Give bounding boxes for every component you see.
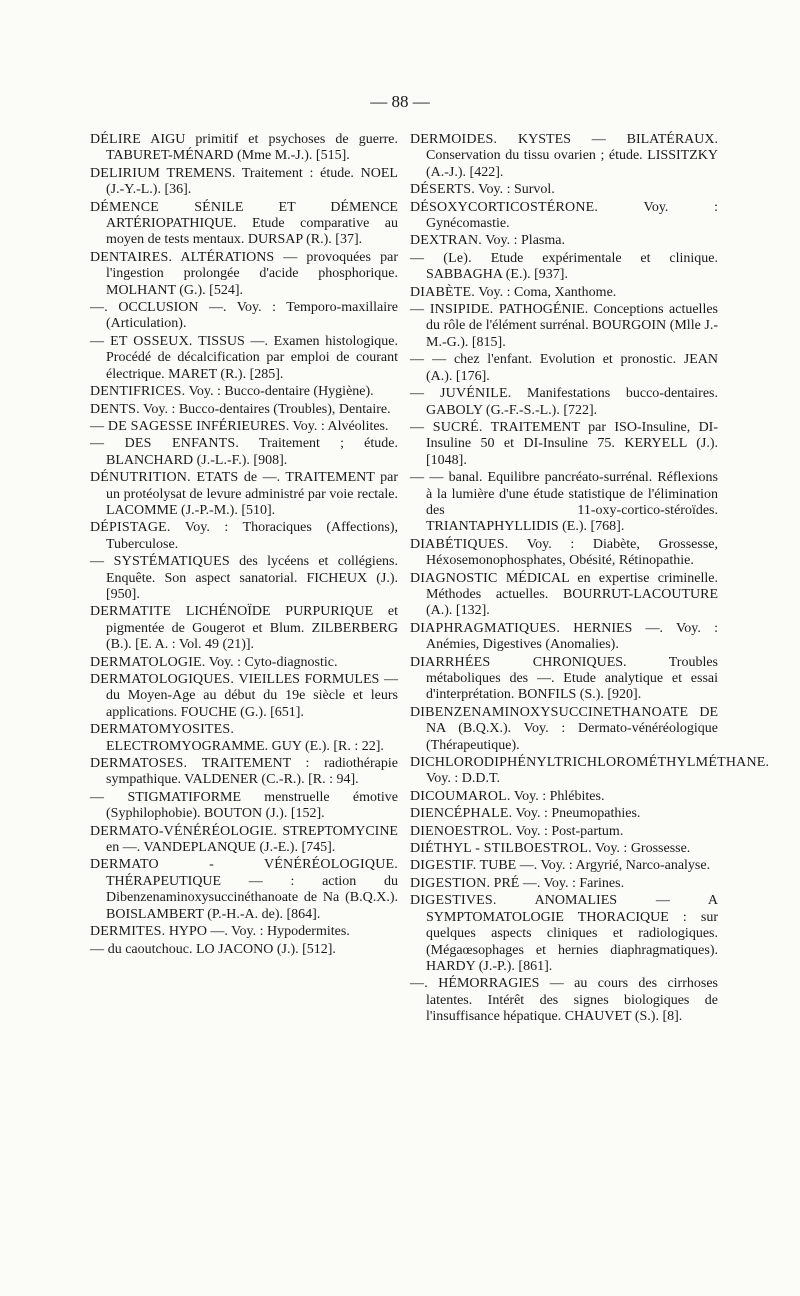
entry-heading: DIARRHÉES — [410, 654, 491, 670]
entry-heading: DICOUMAROL. — [410, 788, 511, 804]
index-entry — [410, 420, 718, 469]
index-entry — [90, 722, 398, 755]
entry-heading: DIGESTIVES. — [410, 893, 497, 909]
entry-text: PATHOGÉNIE. Conceptions actuelles du rôle de l'élément surrénal. BOURGOIN (Mlle J.-M.-G.). [815]. — [426, 302, 718, 350]
entry-heading: DERMATOMYOSITES. — [90, 722, 235, 738]
entry-text: STIGMATIFORME menstruelle émotive (Syphilophobie). BOUTON (J.). [152]. — [104, 789, 398, 822]
index-entry — [90, 470, 398, 519]
index-entry — [410, 858, 718, 874]
entry-text: VIEILLES FORMULES — du Moyen-Age au début du 19e siècle et leurs applications. FOUCHE (G.). [651]. — [106, 672, 398, 720]
entry-heading: — JUVÉNILE. — [410, 386, 512, 402]
index-entry — [90, 384, 398, 400]
entry-text: Voy. : Cyto-diagnostic. — [205, 654, 338, 670]
entry-heading: — DES ENFANTS. — [90, 436, 240, 452]
entry-text: DE NA (B.Q.X.). Voy. : Dermato-vénéréologique (Thérapeutique). — [426, 704, 718, 753]
entry-heading: DIENOESTROL. — [410, 823, 513, 839]
entry-text: INFÉRIEURES. Voy. : Alvéolites. — [192, 418, 389, 434]
index-entry — [410, 824, 718, 840]
entry-text: TISSUS —. Examen histologique. Procédé de décalcification par emploi de courant électrique. MARET (R.). [285]. — [106, 333, 398, 382]
entry-text: Voy. : Grossesse. — [591, 841, 691, 857]
entry-text: chez l'enfant. Evolution et pronostic. JEAN (A.). [176]. — [426, 352, 718, 384]
entry-heading: —. — [410, 976, 428, 992]
entry-text: HYPO —. Voy. : Hypodermites. — [165, 924, 350, 940]
index-entry — [90, 419, 398, 435]
index-entry — [410, 285, 718, 301]
entry-text: Voy. : Bucco-dentaires (Troubles), Dentaire. — [139, 401, 391, 417]
index-entry — [90, 250, 398, 299]
entry-heading: — — [90, 941, 105, 957]
entry-text: Voy. : Bucco-dentaire (Hygiène). — [185, 384, 374, 400]
entry-text: LICHÉNOÏDE PURPURIQUE et pigmentée de Gougerot et Blum. ZILBERBERG (B.). [E. A. : Vol. 49 (21)]. — [106, 604, 398, 653]
entry-heading: DIÉTHYL - STILBOESTROL. — [410, 841, 592, 857]
index-entry — [90, 790, 398, 823]
entry-heading: DERMATOLOGIQUES. — [90, 672, 235, 687]
index-entry — [90, 857, 398, 923]
entry-heading: DIABÈTE. — [410, 284, 475, 300]
index-entry — [410, 386, 718, 419]
entry-text: PRÉ —. Voy. : Farines. — [490, 875, 625, 891]
entry-heading: — ET OSSEUX. — [90, 333, 193, 349]
entry-heading: DÉLIRE — [90, 132, 141, 147]
entry-heading: — — — [410, 352, 447, 368]
entry-heading: DICHLORODIPHÉNYLTRICHLOROMÉTHYLMÉTHANE. — [410, 755, 770, 771]
index-entry — [90, 132, 398, 165]
index-entry — [410, 233, 718, 249]
index-entry — [90, 924, 398, 940]
index-entry — [410, 251, 718, 284]
entry-heading: DELIRIUM — [90, 165, 161, 181]
entry-text: ELECTROMYOGRAMME. GUY (E.). [R. : 22]. — [106, 738, 384, 754]
entry-heading: DERMATO-VÉNÉRÉOLOGIE. — [90, 823, 278, 839]
entry-text: TRAITEMENT : radiothérapie sympathique. VALDENER (C.-R.). [R. : 94]. — [106, 756, 398, 788]
entry-text: ET DÉMENCE ARTÉRIOPATHIQUE. Etude comparative au moyen de tests mentaux. DURSAP (R.). [37]. — [106, 199, 398, 248]
entry-text: MÉDICAL en expertise criminelle. Méthodes actuelles. BOURRUT-LACOUTURE (A.). [132]. — [426, 570, 718, 619]
entry-text: du caoutchouc. LO JACONO (J.). [512]. — [104, 941, 336, 957]
entry-heading: — (Le). — [410, 250, 472, 266]
entry-heading: DERMATITE — [90, 604, 172, 620]
entry-heading: — DE SAGESSE — [90, 418, 193, 434]
index-entry — [90, 520, 398, 553]
index-entry — [90, 300, 398, 333]
entry-heading: DENTS. — [90, 401, 140, 417]
index-entry — [90, 402, 398, 418]
entry-heading: DIAGNOSTIC — [410, 570, 498, 586]
entry-heading: DERMATOSES. — [90, 756, 188, 772]
entry-text: ALTÉRATIONS — provoquées par l'ingestion prolongée d'acide phosphorique. MOLHANT (G.). [524]. — [106, 249, 398, 298]
entry-heading: DÉSOXYCORTICOSTÉRONE. — [410, 199, 599, 215]
index-entry — [90, 655, 398, 671]
entry-heading: DIBENZENAMINOXYSUCCINETHANOATE — [410, 704, 689, 720]
index-entry — [90, 554, 398, 603]
index-column-right — [410, 132, 770, 1027]
entry-heading: DÉPISTAGE. — [90, 520, 171, 536]
entry-text: Voy. : D.D.T. — [426, 771, 501, 787]
index-entry — [410, 841, 718, 857]
entry-text: Voy. : Post-partum. — [512, 823, 624, 839]
entry-text: Voy. : Phlébites. — [510, 788, 605, 804]
entry-text: Etude expérimentale et clinique. SABBAGHA (E.). [937]. — [426, 250, 718, 283]
index-entry — [410, 470, 718, 536]
entry-heading: DEXTRAN. — [410, 233, 482, 249]
entry-heading: DÉMENCE SÉNILE — [90, 199, 244, 215]
index-column-left — [90, 132, 398, 959]
index-entry — [410, 893, 718, 975]
entry-heading: DERMATO - VÉNÉRÉOLOGIQUE. — [90, 857, 398, 873]
entry-text: des lycéens et collégiens. Enquête. Son aspect sanatorial. FICHEUX (J.). [950]. — [106, 554, 398, 602]
index-entry — [410, 537, 718, 570]
entry-heading: — SYSTÉMATIQUES — [90, 554, 230, 570]
entry-heading: DIGESTIF. — [410, 858, 477, 874]
index-entry — [410, 302, 718, 351]
index-entry — [90, 756, 398, 789]
entry-heading: — — [90, 789, 105, 805]
index-entry — [410, 806, 718, 822]
entry-text: HERNIES —. Voy. : Anémies, Digestives (Anomalies). — [426, 620, 718, 653]
entry-text: HÉMORRAGIES — au cours des cirrhoses latentes. Intérêt des signes biologiques de l'insuffisance hépatique. CHAUVET (S.). [8]. — [426, 976, 718, 1025]
entry-heading: DÉSERTS. — [410, 182, 475, 198]
entry-text: Voy. : Pneumopathies. — [512, 806, 641, 822]
entry-text: TUBE —. Voy. : Argyrié, Narco-analyse. — [476, 858, 711, 874]
index-entry — [410, 755, 770, 788]
index-entry — [410, 182, 718, 198]
entry-heading: — SUCRÉ. — [410, 419, 483, 435]
index-entry — [410, 132, 718, 181]
entry-text: ANOMALIES — A SYMPTOMATOLOGIE THORACIQUE : sur quelques aspects cliniques et radiologiques. (Mégaœsophages et hernies diaphragmatiques). HARDY (J.-P.). [861]. — [426, 893, 718, 974]
index-entry — [410, 200, 718, 233]
entry-heading: — — — [410, 470, 444, 486]
entry-heading: DENTIFRICES. — [90, 384, 186, 400]
entry-text: Voy. : Diabète, Grossesse, Héxosemonophosphates, Obésité, Rétinopathie. — [426, 536, 718, 569]
entry-text: KYSTES — BILATÉRAUX. Conservation du tissu ovarien ; étude. LISSITZKY (A.-J.). [422]. — [426, 132, 718, 180]
index-entry — [90, 942, 398, 958]
entry-text: banal. Equilibre pancréato-surrénal. Réflexions à la lumière d'une étude statistique de l'élimination des 11-oxy-cortico-stéroïdes. TRIANTAPHYLLIDIS (E.). [768]. — [426, 470, 718, 535]
entry-text: Manifestations bucco-dentaires. GABOLY (G.-F.-S.-L.). [722]. — [426, 386, 718, 418]
entry-text: Voy. : Coma, Xanthome. — [474, 284, 617, 300]
entry-text: de —. TRAITEMENT par un protéolysat de levure administré par voie rectale. LACOMME (J.-P.-M.). [510]. — [106, 470, 398, 518]
entry-heading: DERMOIDES. — [410, 132, 498, 147]
entry-text: Voy. : Plasma. — [481, 233, 565, 249]
entry-heading: — INSIPIDE. — [410, 302, 494, 318]
entry-text: CHRONIQUES. Troubles métaboliques des —. Etude analytique et essai d'interprétation. BONFILS (S.). [920]. — [426, 654, 718, 703]
index-entry — [90, 166, 398, 199]
index-entry — [90, 672, 398, 721]
entry-text: OCCLUSION —. Voy. : Temporo-maxillaire (Articulation). — [106, 300, 398, 332]
index-entry — [410, 571, 718, 620]
entry-heading: DERMITES. — [90, 924, 166, 940]
index-entry — [90, 436, 398, 469]
entry-text: THÉRAPEUTIQUE — : action du Dibenzenaminoxysuccinéthanoate de Na (B.Q.X.). BOISLAMBERT (P.-H.-A. de). [864]. — [106, 873, 398, 922]
index-entry — [90, 334, 398, 383]
entry-text: TRAITEMENT par ISO-Insuline, DI-Insuline 50 et DI-Insuline 75. KERYELL (J.). [1048]. — [426, 419, 718, 468]
entry-heading: DIGESTION. — [410, 875, 491, 891]
entry-heading: DÉNUTRITION. ETATS — [90, 470, 239, 486]
entry-text: Voy. : Gynécomastie. — [426, 199, 718, 232]
entry-heading: DIENCÉPHALE. — [410, 806, 513, 822]
entry-heading: DIABÉTIQUES. — [410, 536, 509, 552]
page-number: — 88 — — [370, 92, 430, 111]
index-entry — [90, 200, 398, 249]
entry-text: Voy. : Thoraciques (Affections), Tuberculose. — [106, 520, 398, 552]
entry-text: Voy. : Survol. — [474, 182, 555, 198]
entry-heading: DENTAIRES. — [90, 249, 173, 265]
entry-text: Traitement ; étude. BLANCHARD (J.-L.-F.). [908]. — [106, 436, 398, 468]
entry-heading: —. — [90, 300, 108, 316]
index-entry — [410, 976, 718, 1025]
index-entry — [90, 824, 398, 857]
entry-text: TREMENS. Traitement : étude. NOEL (J.-Y.-L.). [36]. — [106, 165, 398, 198]
entry-heading: DERMATOLOGIE. — [90, 654, 206, 670]
index-entry — [410, 705, 718, 754]
index-entry — [90, 604, 398, 653]
entry-text: AIGU primitif et psychoses de guerre. TABURET-MÉNARD (Mme M.-J.). [515]. — [106, 132, 398, 164]
index-entry — [410, 655, 718, 704]
index-entry — [410, 789, 718, 805]
entry-text: STREPTOMYCINE en —. VANDEPLANQUE (J.-E.). [745]. — [106, 823, 398, 856]
index-entry — [410, 876, 718, 892]
index-entry — [410, 352, 718, 385]
entry-heading: DIAPHRAGMATIQUES. — [410, 620, 561, 636]
index-entry — [410, 621, 718, 654]
